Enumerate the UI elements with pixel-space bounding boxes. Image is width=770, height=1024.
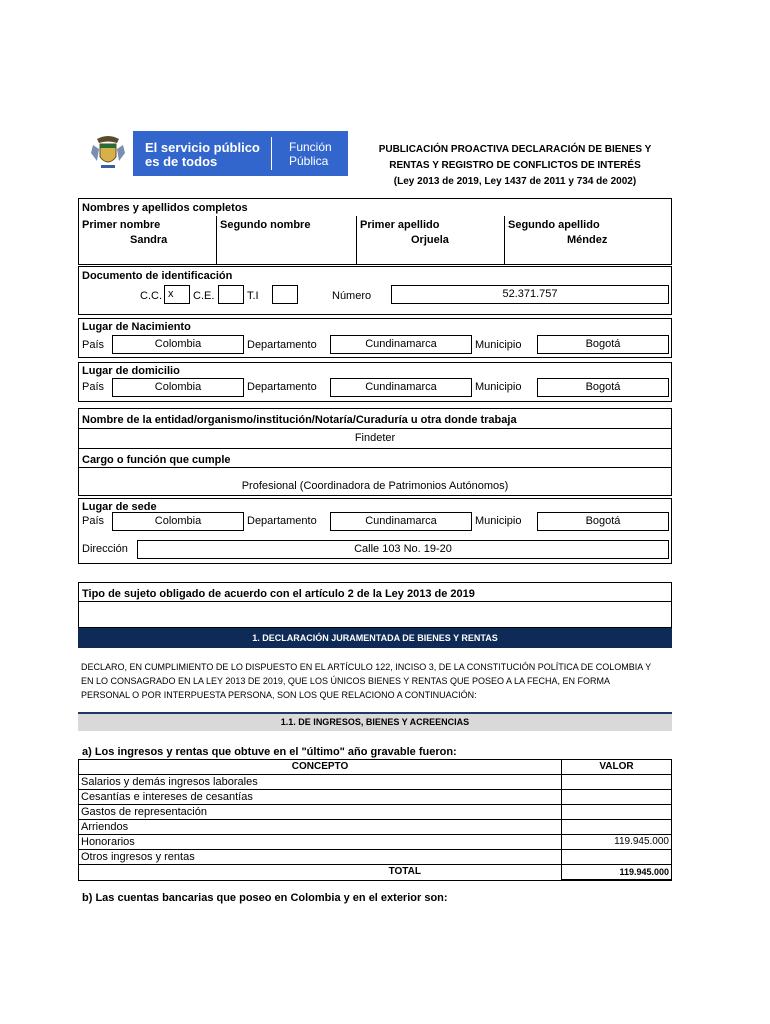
direccion-field[interactable]: Calle 103 No. 19-20	[137, 540, 669, 559]
concepto-cell: Arriendos	[79, 820, 562, 835]
logo-divider	[271, 137, 272, 170]
concepto-cell: Otros ingresos y rentas	[79, 850, 562, 865]
valor-cell[interactable]: 119.945.000	[562, 835, 672, 850]
table-row	[79, 835, 672, 850]
cc-checkbox[interactable]: x	[164, 285, 190, 304]
cargo-value[interactable]: Profesional (Coordinadora de Patrimonios Autónomos)	[241, 480, 509, 492]
ingresos-header-row	[79, 760, 672, 775]
nacimiento-departamento-field[interactable]: Cundinamarca	[330, 335, 472, 354]
sede-section-label: Lugar de sede	[82, 501, 157, 513]
table-row	[79, 775, 672, 790]
total-value: 119.945.000	[562, 865, 672, 881]
government-logo	[83, 131, 348, 176]
entidad-label: Nombre de la entidad/organismo/institución/Notaría/Curaduría u otra donde trabaja	[82, 414, 517, 426]
table-row	[79, 820, 672, 835]
valor-cell[interactable]	[562, 805, 672, 820]
segundo-apellido-label: Segundo apellido	[508, 219, 600, 231]
primer-apellido-value[interactable]: Orjuela	[411, 234, 449, 246]
logo-text-1: El servicio público	[145, 140, 260, 155]
nacimiento-municipio-field[interactable]: Bogotá	[537, 335, 669, 354]
nacimiento-pais-field[interactable]: Colombia	[112, 335, 244, 354]
entidad-value[interactable]: Findeter	[354, 432, 396, 444]
tipo-sujeto-label: Tipo de sujeto obligado de acuerdo con el artículo 2 de la Ley 2013 de 2019	[82, 588, 475, 600]
declaracion-text-line-1: DECLARO, EN CUMPLIMIENTO DE LO DISPUESTO EN EL ARTÍCULO 122, INCISO 3, DE LA CONSTITUCIÓN POLÍTICA DE COLOMBIA Y	[81, 662, 652, 672]
primer-nombre-value[interactable]: Sandra	[130, 234, 168, 246]
direccion-label: Dirección	[82, 543, 128, 555]
concepto-cell: Honorarios	[79, 835, 562, 850]
title-line-1: PUBLICACIÓN PROACTIVA DECLARACIÓN DE BIENES Y	[378, 144, 652, 155]
document-title	[360, 142, 670, 190]
sede-pais-field[interactable]: Colombia	[112, 512, 244, 531]
logo-text-2: es de todos	[145, 154, 218, 169]
nacimiento-section-label: Lugar de Nacimiento	[82, 321, 191, 333]
domicilio-pais-label: País	[82, 381, 105, 393]
domicilio-section-label: Lugar de domicilio	[82, 365, 180, 377]
sede-municipio-label: Municipio	[475, 515, 522, 527]
names-divider-3	[504, 216, 505, 264]
segundo-apellido-value[interactable]: Méndez	[567, 234, 608, 246]
cc-label: C.C.	[140, 290, 162, 302]
title-line-2: RENTAS Y REGISTRO DE CONFLICTOS DE INTERÉS	[389, 160, 641, 171]
ce-checkbox[interactable]	[218, 285, 244, 304]
logo-text-3: Función	[289, 140, 332, 154]
numero-field[interactable]: 52.371.757	[391, 285, 669, 304]
entidad-line-3	[78, 467, 672, 468]
declaracion-text-line-3: PERSONAL O POR INTERPUESTA PERSONA, SON LOS QUE RELACIONO A CONTINUACIÓN:	[81, 690, 477, 700]
domicilio-municipio-label: Municipio	[475, 381, 522, 393]
primer-nombre-label: Primer nombre	[82, 219, 161, 231]
primer-apellido-label: Primer apellido	[360, 219, 440, 231]
entidad-line-2	[78, 448, 672, 449]
ingresos-heading: a) Los ingresos y rentas que obtuve en el "último" año gravable fueron:	[82, 746, 457, 758]
nacimiento-municipio-label: Municipio	[475, 339, 522, 351]
table-row	[79, 850, 672, 865]
ti-checkbox[interactable]	[272, 285, 298, 304]
total-label: TOTAL	[79, 865, 562, 881]
table-row	[79, 805, 672, 820]
valor-cell[interactable]	[562, 820, 672, 835]
cargo-label: Cargo o función que cumple	[82, 454, 231, 466]
total-row	[79, 865, 672, 881]
coat-of-arms-icon	[83, 131, 133, 176]
table-row	[79, 790, 672, 805]
valor-cell[interactable]	[562, 775, 672, 790]
valor-header: VALOR	[562, 760, 672, 775]
ingresos-table	[78, 759, 672, 881]
sede-departamento-label: Departamento	[247, 515, 317, 527]
tipo-sujeto-line	[78, 601, 672, 602]
sede-pais-label: País	[82, 515, 105, 527]
numero-label: Número	[332, 290, 372, 302]
ce-label: C.E.	[193, 290, 215, 302]
names-divider-1	[216, 216, 217, 264]
declaracion-text-line-2: EN LO CONSAGRADO EN LA LEY 2013 DE 2019, QUE LOS ÚNICOS BIENES Y RENTAS QUE POSEO A LA FECHA, EN FORMA	[81, 676, 611, 686]
sede-departamento-field[interactable]: Cundinamarca	[330, 512, 472, 531]
names-section-label: Nombres y apellidos completos	[82, 202, 248, 214]
declaracion-text	[81, 660, 671, 702]
valor-cell[interactable]	[562, 850, 672, 865]
cuentas-heading: b) Las cuentas bancarias que poseo en Colombia y en el exterior son:	[82, 892, 448, 904]
names-divider-2	[356, 216, 357, 264]
nacimiento-departamento-label: Departamento	[247, 339, 317, 351]
tipo-sujeto-value[interactable]	[78, 606, 672, 626]
concepto-cell: Salarios y demás ingresos laborales	[79, 775, 562, 790]
domicilio-pais-field[interactable]: Colombia	[112, 378, 244, 397]
domicilio-departamento-field[interactable]: Cundinamarca	[330, 378, 472, 397]
ti-label: T.I	[247, 290, 259, 302]
title-line-3: (Ley 2013 de 2019, Ley 1437 de 2011 y 734 de 2002)	[393, 176, 637, 187]
ingresos-bienes-bar: 1.1. DE INGRESOS, BIENES Y ACREENCIAS	[78, 712, 672, 731]
valor-cell[interactable]	[562, 790, 672, 805]
concepto-cell: Cesantías e intereses de cesantías	[79, 790, 562, 805]
sede-municipio-field[interactable]: Bogotá	[537, 512, 669, 531]
domicilio-municipio-field[interactable]: Bogotá	[537, 378, 669, 397]
domicilio-departamento-label: Departamento	[247, 381, 317, 393]
segundo-nombre-label: Segundo nombre	[220, 219, 311, 231]
logo-text-4: Pública	[289, 154, 329, 168]
entidad-line-1	[78, 428, 672, 429]
documento-section-label: Documento de identificación	[82, 270, 233, 282]
concepto-header: CONCEPTO	[79, 760, 562, 775]
concepto-cell: Gastos de representación	[79, 805, 562, 820]
declaracion-bar: 1. DECLARACIÓN JURAMENTADA DE BIENES Y RENTAS	[78, 628, 672, 648]
nacimiento-pais-label: País	[82, 339, 105, 351]
